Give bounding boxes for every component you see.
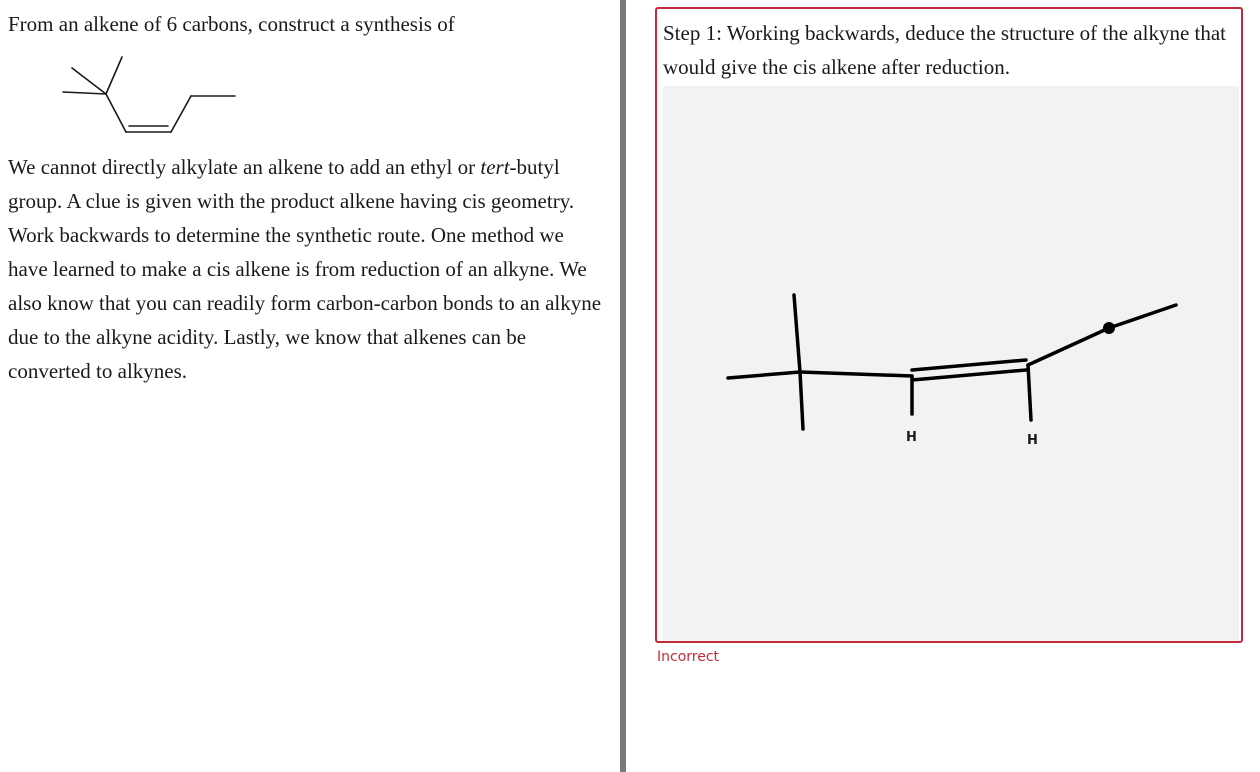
bond-methyl-1: [72, 68, 106, 94]
bond-methyl-3: [63, 92, 106, 94]
bond-alkene-to-ethyl: [171, 96, 191, 132]
drawn-bond-vertical-top: [794, 295, 800, 372]
explanation-part1: We cannot directly alkylate an alkene to add an ethyl or: [8, 155, 481, 179]
drawn-bond-to-alkene: [800, 372, 912, 376]
bond-quaternary-to-alkene: [106, 94, 126, 132]
atom-label-h-right: H: [1027, 433, 1038, 448]
drawn-bond-vertical-bottom: [800, 372, 803, 429]
target-molecule-structure: [58, 50, 248, 140]
drawn-double-bond-a: [912, 360, 1026, 370]
drawn-bond-terminal: [1109, 305, 1176, 328]
selected-atom-marker[interactable]: [1103, 322, 1115, 334]
answer-pane: [626, 0, 1260, 772]
explanation-tert-term: tert: [480, 155, 510, 179]
step-panel: [655, 7, 1243, 643]
bond-methyl-2: [106, 57, 122, 94]
molecule-drawing-canvas[interactable]: [663, 86, 1239, 641]
drawn-bond-h-right: [1028, 365, 1031, 420]
drawn-molecule: [663, 86, 1239, 641]
drawn-bond-to-methyl: [1028, 328, 1109, 365]
question-prompt: From an alkene of 6 carbons, construct a synthesis of: [8, 12, 455, 36]
feedback-status: Incorrect: [657, 649, 720, 665]
question-pane: [0, 0, 618, 772]
explanation-part2: -butyl group. A clue is given with the product alkene having cis geometry. Work backwards to determine the synthetic route. One method we have learned to make a cis alkene is from reduction of an alkyne. We also know that you can readily form carbon-carbon bonds to an alkyne due to the alkyne acidity. Lastly, we know that alkenes can be converted to alkynes.: [8, 155, 602, 383]
drawn-double-bond-b: [912, 370, 1026, 380]
question-explanation: [8, 150, 608, 388]
step-instruction: Step 1: Working backwards, deduce the structure of the alkyne that would give the cis alkene after reduction.: [663, 21, 1227, 79]
drawn-bond-left: [728, 372, 800, 378]
atom-label-h-left: H: [906, 430, 917, 445]
